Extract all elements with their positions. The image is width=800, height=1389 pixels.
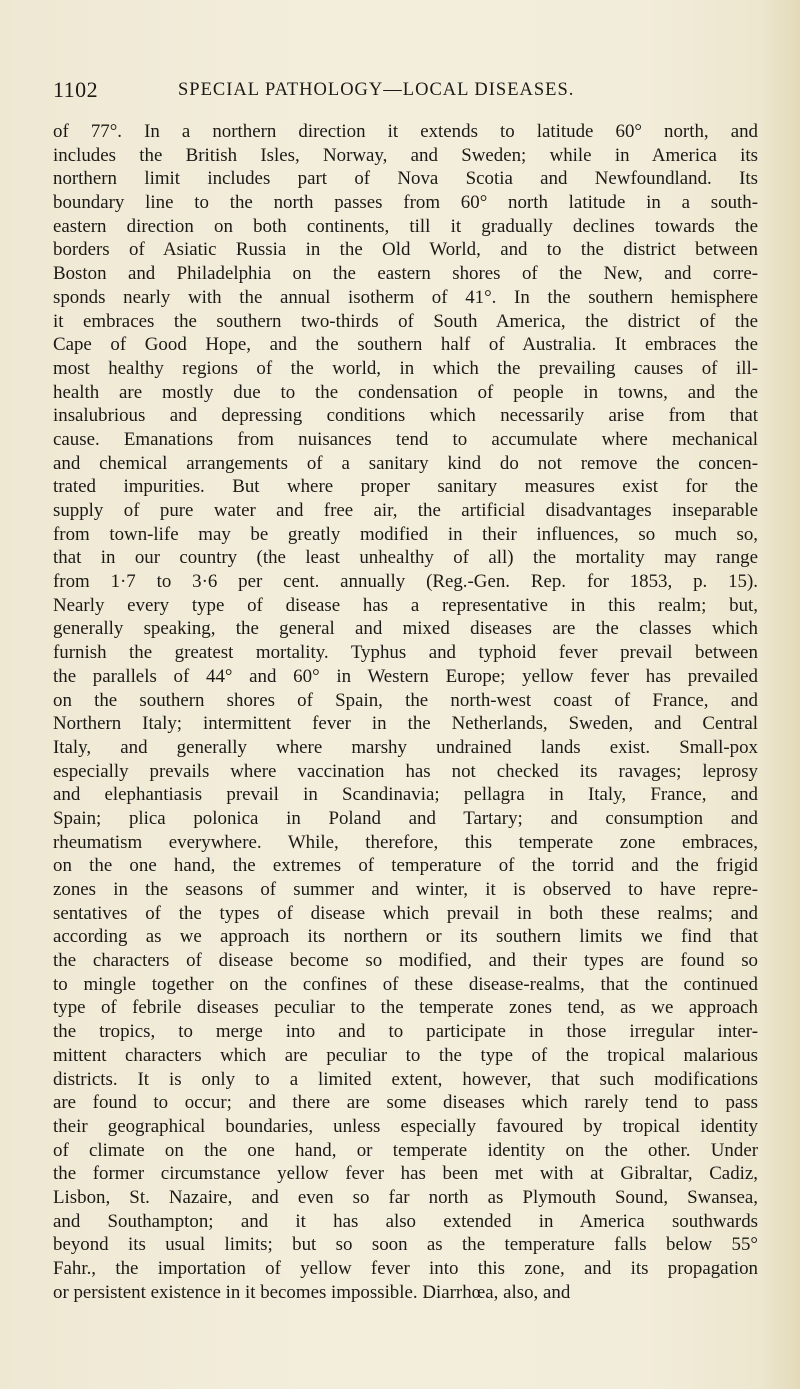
- text-line: Nearly every type of disease has a representative in this realm; but,: [53, 594, 758, 616]
- text-line: cause. Emanations from nuisances tend to accumulate where mechanical: [53, 428, 758, 450]
- text-line: and elephantiasis prevail in Scandinavia; pellagra in Italy, France, and: [53, 784, 758, 806]
- text-line: on the one hand, the extremes of temperature of the torrid and the frigid: [53, 855, 758, 877]
- text-line: Northern Italy; intermittent fever in the Netherlands, Sweden, and Central: [53, 713, 758, 735]
- text-line: Boston and Philadelphia on the eastern shores of the New, and corre-: [53, 263, 758, 285]
- text-line: are found to occur; and there are some diseases which rarely tend to pass: [53, 1092, 758, 1114]
- text-line: sponds nearly with the annual isotherm of 41°. In the southern hemisphere: [53, 286, 758, 308]
- text-line: supply of pure water and free air, the artificial disadvantages inseparable: [53, 500, 758, 521]
- text-line: and Southampton; and it has also extended in America southwards: [53, 1210, 758, 1232]
- page-header: [0, 77, 800, 111]
- text-line: northern limit includes part of Nova Scotia and Newfoundland. Its: [53, 168, 758, 190]
- text-line: Fahr., the importation of yellow fever into this zone, and its propagation: [53, 1258, 758, 1279]
- text-line: Lisbon, St. Nazaire, and even so far north as Plymouth Sound, Swansea,: [53, 1186, 758, 1208]
- text-line: of 77°. In a northern direction it extends to latitude 60° north, and: [53, 121, 758, 142]
- text-line: the tropics, to merge into and to participate in those irregular inter-: [53, 1021, 758, 1043]
- text-line: includes the British Isles, Norway, and Sweden; while in America its: [53, 144, 758, 166]
- text-line: from 1·7 to 3·6 per cent. annually (Reg.-Gen. Rep. for 1853, p. 15).: [53, 571, 758, 593]
- text-line: districts. It is only to a limited extent, however, that such modifications: [53, 1068, 758, 1090]
- text-line: type of febrile diseases peculiar to the temperate zones tend, as we approach: [53, 997, 758, 1019]
- text-line: and chemical arrangements of a sanitary kind do not remove the concen-: [53, 452, 758, 474]
- text-line: the former circumstance yellow fever has been met with at Gibraltar, Cadiz,: [53, 1163, 758, 1185]
- text-line: their geographical boundaries, unless especially favoured by tropical identity: [53, 1115, 758, 1137]
- text-line: Cape of Good Hope, and the southern half of Australia. It embraces the: [53, 334, 758, 356]
- body-text: [53, 120, 758, 1304]
- text-line: borders of Asiatic Russia in the Old World, and to the district between: [53, 239, 758, 261]
- running-head: SPECIAL PATHOLOGY—LOCAL DISEASES.: [178, 80, 575, 100]
- text-line: generally speaking, the general and mixed diseases are the classes which: [53, 618, 758, 640]
- text-line: mittent characters which are peculiar to the type of the tropical malarious: [53, 1044, 758, 1066]
- text-line: eastern direction on both continents, till it gradually declines towards the: [53, 215, 758, 237]
- text-line: the characters of disease become so modified, and their types are found so: [53, 950, 758, 972]
- text-line: especially prevails where vaccination has not checked its ravages; leprosy: [53, 760, 758, 782]
- text-line: on the southern shores of Spain, the north-west coast of France, and: [53, 689, 758, 711]
- text-line: of climate on the one hand, or temperate identity on the other. Under: [53, 1139, 758, 1161]
- page-edge-shading: [760, 0, 800, 1389]
- page-number: 1102: [53, 77, 99, 102]
- text-line: or persistent existence in it becomes impossible. Diarrhœa, also, and: [53, 1281, 571, 1303]
- text-line: health are mostly due to the condensation of people in towns, and the: [53, 381, 758, 403]
- text-line: the parallels of 44° and 60° in Western Europe; yellow fever has prevailed: [53, 665, 758, 687]
- text-line: rheumatism everywhere. While, therefore, this temperate zone embraces,: [53, 831, 758, 853]
- text-line: trated impurities. But where proper sanitary measures exist for the: [53, 476, 758, 498]
- text-line: sentatives of the types of disease which prevail in both these realms; and: [53, 902, 758, 924]
- text-line: boundary line to the north passes from 60° north latitude in a south-: [53, 192, 758, 214]
- text-line: furnish the greatest mortality. Typhus and typhoid fever prevail between: [53, 642, 758, 664]
- text-line: it embraces the southern two-thirds of South America, the district of the: [53, 310, 758, 332]
- text-line: insalubrious and depressing conditions which necessarily arise from that: [53, 405, 758, 427]
- text-line: zones in the seasons of summer and winter, it is observed to have repre-: [53, 879, 758, 900]
- text-line: to mingle together on the confines of these disease-realms, that the continued: [53, 973, 758, 995]
- text-line: from town-life may be greatly modified in their influences, so much so,: [53, 523, 758, 545]
- text-line: Spain; plica polonica in Poland and Tartary; and consumption and: [53, 807, 758, 829]
- text-line: Italy, and generally where marshy undrained lands exist. Small-pox: [53, 736, 758, 758]
- text-line: that in our country (the least unhealthy of all) the mortality may range: [53, 547, 758, 569]
- text-line: most healthy regions of the world, in which the prevailing causes of ill-: [53, 357, 758, 379]
- text-line: according as we approach its northern or its southern limits we find that: [53, 926, 758, 948]
- text-line: beyond its usual limits; but so soon as the temperature falls below 55°: [53, 1234, 758, 1256]
